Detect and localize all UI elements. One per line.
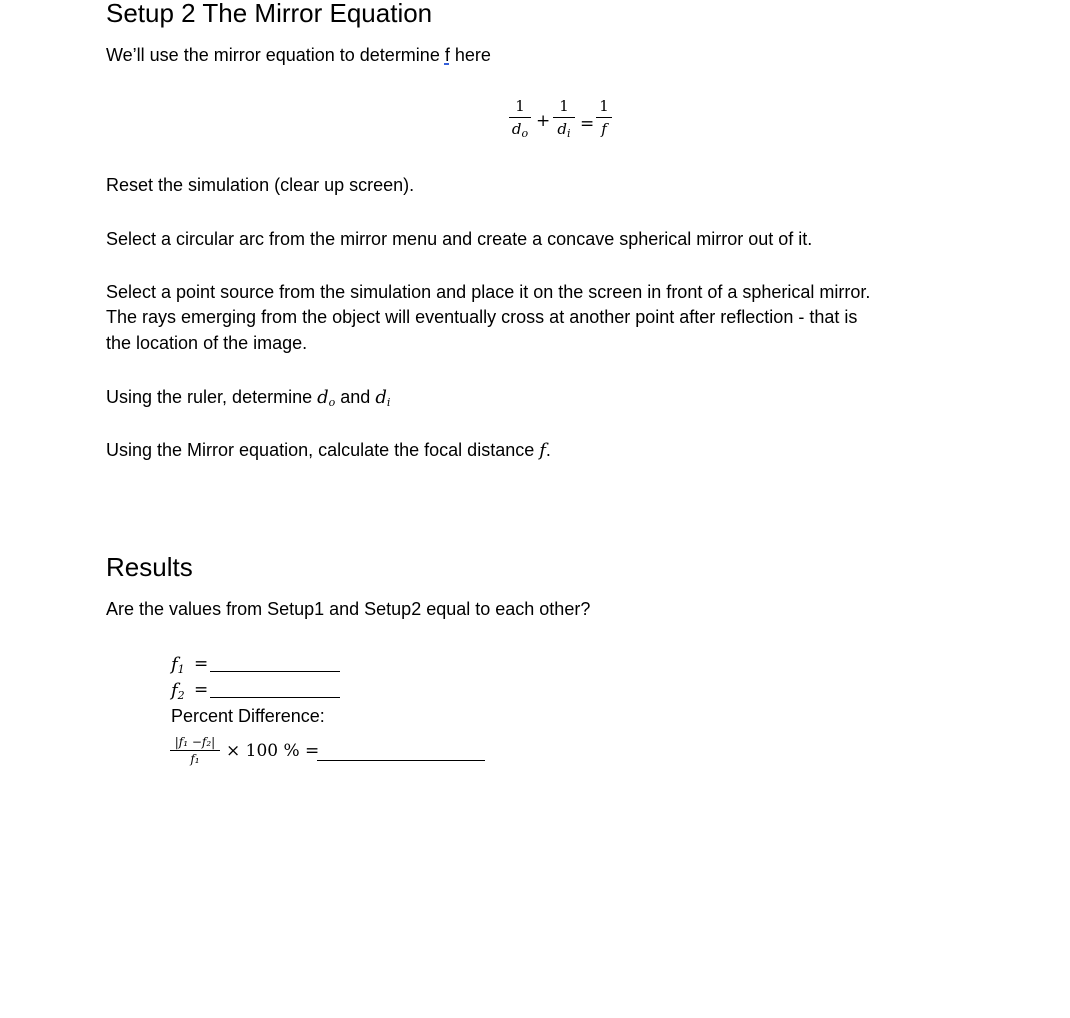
pd-fraction xyxy=(170,735,220,766)
intro-f-link[interactable]: f xyxy=(444,45,450,65)
pd-numerator: |f₁ −f₂| xyxy=(174,735,216,749)
step-reset: Reset the simulation (clear up screen). xyxy=(106,175,415,195)
f2-label: $f_2$ xyxy=(171,680,185,702)
pd-denominator: f₁ xyxy=(190,752,200,766)
eq-term2-num: 1 xyxy=(559,97,569,115)
eq-term1-num: 1 xyxy=(515,97,525,115)
section-title-setup2: Setup 2 The Mirror Equation xyxy=(106,0,433,28)
f1-equals: = xyxy=(194,654,209,674)
step-arc: Select a circular arc from the mirror menu and create a concave spherical mirror out of it. xyxy=(106,229,813,249)
step-source-line1: Select a point source from the simulation and place it on the screen in front of a spherical mirror. xyxy=(106,282,871,302)
pd-answer-blank[interactable] xyxy=(317,760,485,761)
eq-term2-den: $d_i$ xyxy=(557,120,571,140)
results-question: Are the values from Setup1 and Setup2 equal to each other? xyxy=(106,599,591,619)
f2-equals: = xyxy=(194,680,209,700)
eq-term3-den: f xyxy=(601,120,607,138)
eq-plus: + xyxy=(536,111,551,131)
eq-term3 xyxy=(596,97,612,138)
section-title-results: Results xyxy=(106,552,193,582)
intro-prefix: We’ll use the mirror equation to determine xyxy=(106,45,445,65)
ruler-di: $d_i$ xyxy=(375,387,391,409)
step-calc: Using the Mirror equation, calculate the focal distance f. xyxy=(106,440,551,461)
step-ruler: Using the ruler, determine $d_o$ and $d_i$ xyxy=(106,387,391,409)
step-source-line2: The rays emerging from the object will eventually cross at another point after reflection - that is xyxy=(106,307,858,327)
intro-suffix: here xyxy=(449,45,491,65)
eq-term3-num: 1 xyxy=(599,97,609,115)
eq-term1 xyxy=(509,97,531,140)
pd-times-100: × 100 % = xyxy=(226,741,320,761)
eq-equals: = xyxy=(580,114,595,134)
calc-f: f xyxy=(539,440,546,461)
ruler-do: $d_o$ xyxy=(317,387,336,409)
f1-answer-blank[interactable] xyxy=(210,671,340,672)
eq-term1-den: $d_o$ xyxy=(511,120,529,140)
f2-answer-blank[interactable] xyxy=(210,697,340,698)
intro-text xyxy=(106,45,491,66)
eq-term2 xyxy=(553,97,575,140)
f1-label: $f_1$ xyxy=(171,654,185,676)
step-source-line3: the location of the image. xyxy=(106,333,308,353)
percent-difference-label: Percent Difference: xyxy=(171,706,325,726)
